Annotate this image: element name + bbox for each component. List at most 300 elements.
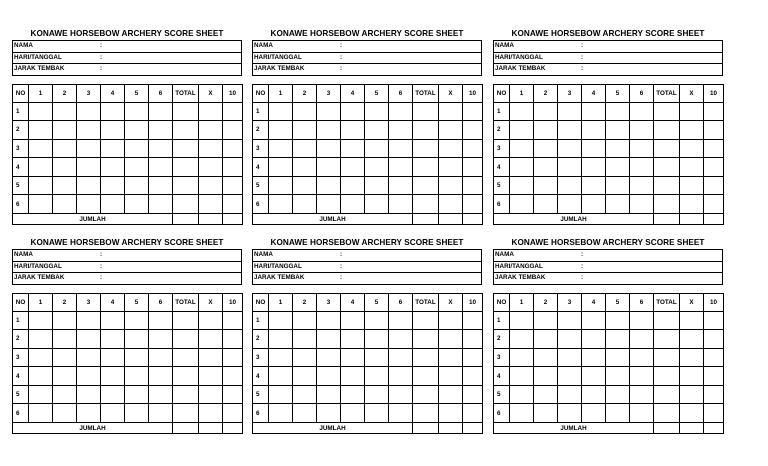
score-cell[interactable] [510,367,534,386]
score-cell[interactable] [125,348,149,367]
score-cell[interactable] [704,385,724,404]
info-row-hari-tanggal[interactable] [13,52,241,64]
score-cell[interactable] [630,367,654,386]
score-cell[interactable] [389,139,413,158]
score-cell[interactable] [173,139,199,158]
score-cell[interactable] [582,311,606,330]
score-cell[interactable] [582,404,606,423]
total-cell[interactable] [439,214,463,225]
score-cell[interactable] [317,139,341,158]
score-cell[interactable] [293,158,317,177]
score-cell[interactable] [606,348,630,367]
score-cell[interactable] [77,158,101,177]
score-cell[interactable] [199,176,223,195]
score-cell[interactable] [29,367,53,386]
score-cell[interactable] [317,385,341,404]
score-cell[interactable] [680,176,704,195]
score-cell[interactable] [269,330,293,349]
score-cell[interactable] [463,330,483,349]
score-cell[interactable] [317,367,341,386]
score-cell[interactable] [317,311,341,330]
score-cell[interactable] [630,139,654,158]
score-cell[interactable] [365,348,389,367]
score-cell[interactable] [558,121,582,140]
score-cell[interactable] [125,367,149,386]
score-cell[interactable] [317,330,341,349]
score-cell[interactable] [413,348,439,367]
score-cell[interactable] [582,158,606,177]
score-cell[interactable] [269,404,293,423]
score-cell[interactable] [101,367,125,386]
score-cell[interactable] [704,139,724,158]
score-cell[interactable] [29,121,53,140]
score-cell[interactable] [29,102,53,121]
score-cell[interactable] [341,404,365,423]
score-cell[interactable] [341,195,365,214]
info-row-nama[interactable] [253,250,481,261]
score-cell[interactable] [223,158,243,177]
score-cell[interactable] [149,385,173,404]
score-cell[interactable] [365,195,389,214]
score-cell[interactable] [29,158,53,177]
score-cell[interactable] [77,385,101,404]
score-cell[interactable] [439,139,463,158]
score-cell[interactable] [558,348,582,367]
score-cell[interactable] [534,348,558,367]
score-cell[interactable] [704,348,724,367]
score-cell[interactable] [654,102,680,121]
score-cell[interactable] [389,330,413,349]
score-cell[interactable] [77,121,101,140]
score-cell[interactable] [269,158,293,177]
score-cell[interactable] [439,195,463,214]
score-cell[interactable] [654,311,680,330]
score-cell[interactable] [317,195,341,214]
score-cell[interactable] [223,139,243,158]
score-cell[interactable] [558,195,582,214]
score-cell[interactable] [654,330,680,349]
total-cell[interactable] [680,423,704,434]
info-row-hari-tanggal[interactable] [253,261,481,273]
score-cell[interactable] [199,102,223,121]
score-cell[interactable] [534,367,558,386]
score-cell[interactable] [317,404,341,423]
score-cell[interactable] [413,158,439,177]
score-cell[interactable] [53,385,77,404]
score-cell[interactable] [293,311,317,330]
score-cell[interactable] [463,121,483,140]
score-cell[interactable] [125,121,149,140]
score-cell[interactable] [413,367,439,386]
score-cell[interactable] [413,139,439,158]
score-cell[interactable] [606,195,630,214]
info-row-nama[interactable] [494,41,722,52]
score-cell[interactable] [630,158,654,177]
score-cell[interactable] [199,385,223,404]
score-cell[interactable] [654,195,680,214]
score-cell[interactable] [269,367,293,386]
score-cell[interactable] [534,330,558,349]
score-cell[interactable] [630,348,654,367]
total-cell[interactable] [199,214,223,225]
score-cell[interactable] [534,176,558,195]
score-cell[interactable] [510,102,534,121]
total-cell[interactable] [654,423,680,434]
score-cell[interactable] [389,195,413,214]
info-row-nama[interactable] [13,41,241,52]
score-cell[interactable] [293,139,317,158]
score-cell[interactable] [582,330,606,349]
score-cell[interactable] [606,121,630,140]
score-cell[interactable] [630,311,654,330]
score-cell[interactable] [341,176,365,195]
score-cell[interactable] [654,158,680,177]
score-cell[interactable] [29,385,53,404]
score-cell[interactable] [510,330,534,349]
total-cell[interactable] [199,423,223,434]
score-cell[interactable] [173,404,199,423]
score-cell[interactable] [223,385,243,404]
score-cell[interactable] [680,139,704,158]
score-cell[interactable] [510,385,534,404]
score-cell[interactable] [463,367,483,386]
score-cell[interactable] [365,385,389,404]
score-cell[interactable] [413,330,439,349]
score-cell[interactable] [510,121,534,140]
score-cell[interactable] [439,102,463,121]
score-cell[interactable] [365,121,389,140]
score-cell[interactable] [53,139,77,158]
score-cell[interactable] [389,176,413,195]
score-cell[interactable] [389,158,413,177]
score-cell[interactable] [125,176,149,195]
score-cell[interactable] [680,311,704,330]
score-cell[interactable] [53,348,77,367]
score-cell[interactable] [630,176,654,195]
score-cell[interactable] [173,102,199,121]
score-cell[interactable] [199,158,223,177]
score-cell[interactable] [704,330,724,349]
score-cell[interactable] [606,176,630,195]
score-cell[interactable] [582,348,606,367]
score-cell[interactable] [463,385,483,404]
score-cell[interactable] [341,102,365,121]
score-cell[interactable] [317,158,341,177]
score-cell[interactable] [199,139,223,158]
score-cell[interactable] [413,102,439,121]
total-cell[interactable] [680,214,704,225]
score-cell[interactable] [680,367,704,386]
score-cell[interactable] [77,367,101,386]
score-cell[interactable] [101,195,125,214]
score-cell[interactable] [654,121,680,140]
score-cell[interactable] [269,385,293,404]
score-cell[interactable] [534,158,558,177]
score-cell[interactable] [269,195,293,214]
score-cell[interactable] [101,311,125,330]
score-cell[interactable] [269,102,293,121]
score-cell[interactable] [101,102,125,121]
score-cell[interactable] [365,176,389,195]
info-row-hari-tanggal[interactable] [13,261,241,273]
score-cell[interactable] [534,311,558,330]
score-cell[interactable] [101,158,125,177]
score-cell[interactable] [534,139,558,158]
score-cell[interactable] [413,195,439,214]
score-cell[interactable] [606,139,630,158]
score-cell[interactable] [199,330,223,349]
score-cell[interactable] [125,195,149,214]
score-cell[interactable] [510,348,534,367]
score-cell[interactable] [317,102,341,121]
score-cell[interactable] [680,195,704,214]
score-cell[interactable] [463,158,483,177]
score-cell[interactable] [654,348,680,367]
score-cell[interactable] [223,121,243,140]
score-cell[interactable] [125,139,149,158]
score-cell[interactable] [101,348,125,367]
score-cell[interactable] [704,158,724,177]
score-cell[interactable] [654,139,680,158]
score-cell[interactable] [534,102,558,121]
score-cell[interactable] [413,404,439,423]
score-cell[interactable] [199,121,223,140]
score-cell[interactable] [125,330,149,349]
score-cell[interactable] [173,348,199,367]
score-cell[interactable] [149,158,173,177]
info-row-nama[interactable] [253,41,481,52]
score-cell[interactable] [630,195,654,214]
score-cell[interactable] [680,102,704,121]
score-cell[interactable] [29,404,53,423]
score-cell[interactable] [510,158,534,177]
score-cell[interactable] [173,385,199,404]
score-cell[interactable] [173,176,199,195]
score-cell[interactable] [582,176,606,195]
score-cell[interactable] [199,195,223,214]
score-cell[interactable] [582,102,606,121]
score-cell[interactable] [77,348,101,367]
score-cell[interactable] [606,330,630,349]
score-cell[interactable] [199,348,223,367]
score-cell[interactable] [125,404,149,423]
score-cell[interactable] [341,139,365,158]
score-cell[interactable] [101,404,125,423]
score-cell[interactable] [293,195,317,214]
score-cell[interactable] [101,385,125,404]
score-cell[interactable] [149,102,173,121]
score-cell[interactable] [125,385,149,404]
score-cell[interactable] [269,139,293,158]
score-cell[interactable] [439,348,463,367]
info-row-nama[interactable] [494,250,722,261]
score-cell[interactable] [463,176,483,195]
score-cell[interactable] [558,367,582,386]
score-cell[interactable] [173,367,199,386]
score-cell[interactable] [654,404,680,423]
score-cell[interactable] [317,176,341,195]
score-cell[interactable] [223,404,243,423]
score-cell[interactable] [630,330,654,349]
score-cell[interactable] [29,176,53,195]
score-cell[interactable] [510,195,534,214]
score-cell[interactable] [365,330,389,349]
score-cell[interactable] [439,176,463,195]
score-cell[interactable] [704,311,724,330]
score-cell[interactable] [558,404,582,423]
score-cell[interactable] [29,330,53,349]
score-cell[interactable] [630,102,654,121]
score-cell[interactable] [439,330,463,349]
score-cell[interactable] [269,176,293,195]
score-cell[interactable] [582,367,606,386]
score-cell[interactable] [413,176,439,195]
score-cell[interactable] [293,102,317,121]
score-cell[interactable] [341,348,365,367]
score-cell[interactable] [199,311,223,330]
score-cell[interactable] [173,158,199,177]
score-cell[interactable] [680,330,704,349]
score-cell[interactable] [77,311,101,330]
info-row-jarak-tembak[interactable] [494,63,722,75]
score-cell[interactable] [510,404,534,423]
score-cell[interactable] [125,158,149,177]
score-cell[interactable] [389,367,413,386]
score-cell[interactable] [558,330,582,349]
score-cell[interactable] [173,330,199,349]
score-cell[interactable] [680,385,704,404]
score-cell[interactable] [463,102,483,121]
score-cell[interactable] [680,158,704,177]
score-cell[interactable] [53,195,77,214]
score-cell[interactable] [173,121,199,140]
total-cell[interactable] [463,214,483,225]
score-cell[interactable] [365,102,389,121]
score-cell[interactable] [439,367,463,386]
score-cell[interactable] [77,176,101,195]
info-row-jarak-tembak[interactable] [253,63,481,75]
score-cell[interactable] [704,404,724,423]
score-cell[interactable] [365,404,389,423]
total-cell[interactable] [223,214,243,225]
score-cell[interactable] [293,176,317,195]
info-row-hari-tanggal[interactable] [253,52,481,64]
score-cell[interactable] [463,311,483,330]
score-cell[interactable] [269,311,293,330]
score-cell[interactable] [558,311,582,330]
info-row-hari-tanggal[interactable] [494,52,722,64]
score-cell[interactable] [223,102,243,121]
score-cell[interactable] [149,139,173,158]
score-cell[interactable] [53,158,77,177]
total-cell[interactable] [413,214,439,225]
score-cell[interactable] [199,404,223,423]
score-cell[interactable] [293,330,317,349]
score-cell[interactable] [389,385,413,404]
score-cell[interactable] [463,348,483,367]
score-cell[interactable] [149,311,173,330]
score-cell[interactable] [365,311,389,330]
score-cell[interactable] [341,330,365,349]
score-cell[interactable] [77,195,101,214]
score-cell[interactable] [173,195,199,214]
score-cell[interactable] [293,367,317,386]
score-cell[interactable] [534,195,558,214]
score-cell[interactable] [149,367,173,386]
score-cell[interactable] [149,330,173,349]
score-cell[interactable] [29,139,53,158]
total-cell[interactable] [463,423,483,434]
score-cell[interactable] [582,385,606,404]
total-cell[interactable] [439,423,463,434]
info-row-jarak-tembak[interactable] [253,272,481,284]
score-cell[interactable] [77,102,101,121]
score-cell[interactable] [53,367,77,386]
score-cell[interactable] [606,102,630,121]
score-cell[interactable] [101,139,125,158]
score-cell[interactable] [101,330,125,349]
score-cell[interactable] [606,404,630,423]
score-cell[interactable] [439,385,463,404]
score-cell[interactable] [582,195,606,214]
info-row-hari-tanggal[interactable] [494,261,722,273]
score-cell[interactable] [704,195,724,214]
score-cell[interactable] [413,311,439,330]
score-cell[interactable] [269,348,293,367]
score-cell[interactable] [680,121,704,140]
score-cell[interactable] [269,121,293,140]
score-cell[interactable] [223,311,243,330]
score-cell[interactable] [223,176,243,195]
info-row-jarak-tembak[interactable] [13,272,241,284]
info-row-nama[interactable] [13,250,241,261]
score-cell[interactable] [29,311,53,330]
score-cell[interactable] [558,102,582,121]
score-cell[interactable] [199,367,223,386]
score-cell[interactable] [341,367,365,386]
score-cell[interactable] [680,348,704,367]
score-cell[interactable] [439,311,463,330]
score-cell[interactable] [654,385,680,404]
total-cell[interactable] [704,423,724,434]
total-cell[interactable] [654,214,680,225]
score-cell[interactable] [53,121,77,140]
score-cell[interactable] [606,385,630,404]
score-cell[interactable] [341,158,365,177]
score-cell[interactable] [293,121,317,140]
score-cell[interactable] [558,139,582,158]
score-cell[interactable] [29,195,53,214]
score-cell[interactable] [53,311,77,330]
score-cell[interactable] [389,348,413,367]
score-cell[interactable] [510,311,534,330]
score-cell[interactable] [704,367,724,386]
total-cell[interactable] [704,214,724,225]
score-cell[interactable] [77,404,101,423]
score-cell[interactable] [558,176,582,195]
score-cell[interactable] [149,121,173,140]
score-cell[interactable] [630,385,654,404]
score-cell[interactable] [606,367,630,386]
score-cell[interactable] [630,404,654,423]
score-cell[interactable] [630,121,654,140]
score-cell[interactable] [704,102,724,121]
score-cell[interactable] [341,311,365,330]
score-cell[interactable] [223,367,243,386]
score-cell[interactable] [77,139,101,158]
score-cell[interactable] [149,404,173,423]
score-cell[interactable] [223,330,243,349]
